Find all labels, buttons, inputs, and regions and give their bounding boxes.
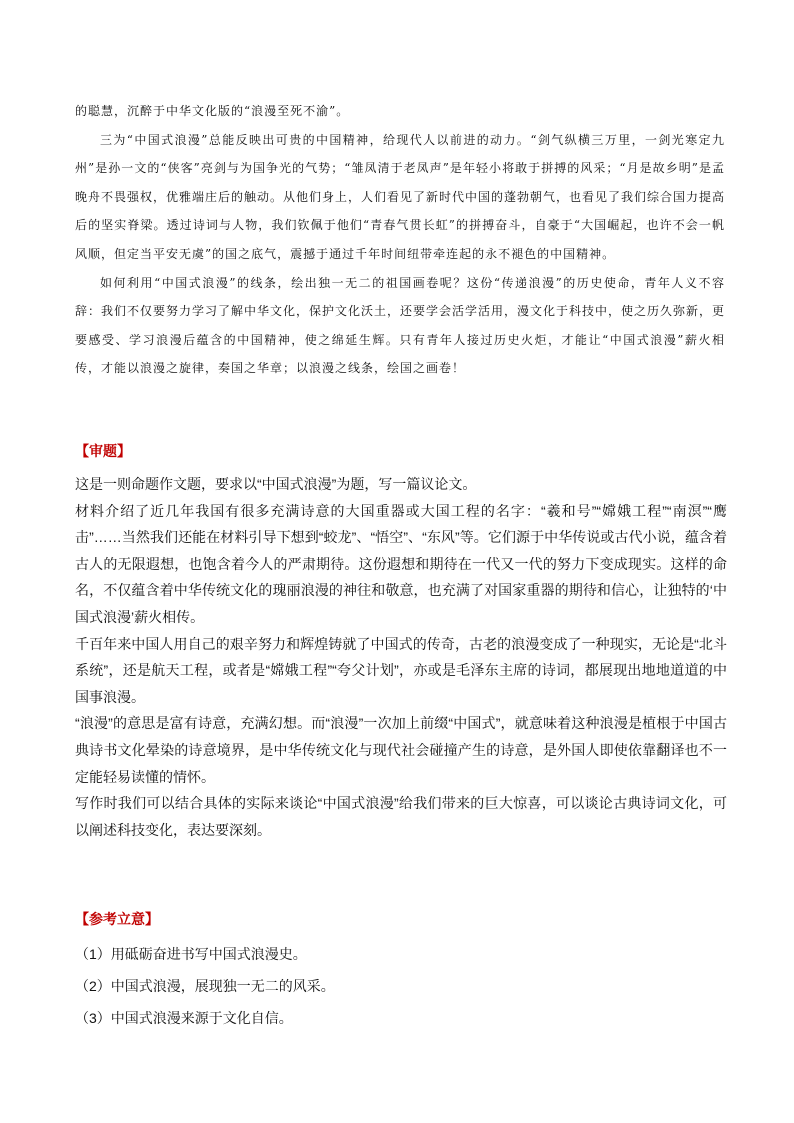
essay-paragraph: 的聪慧，沉醉于中华文化版的“浪漫至死不渝”。 xyxy=(75,104,350,118)
reference-item: （1）用砥砺奋进书写中国式浪漫史。 xyxy=(75,946,307,962)
essay-paragraph: 如何利用“中国式浪漫”的线条，绘出独一无二的祖国画卷呢？这份“传递浪漫”的历史使命，青年人义不容辞：我们不仅要努力学习了解中华文化，保护文化沃土，还要学会活学活用，漫文化于科技中，使之历久弥新，更要感受、学习浪漫后蕴含的中国精神，使之绵延生辉。只有青年人接过历史火炬，才能让“中国式浪漫”薪火相传，才能以浪漫之旋律，奏国之华章；以浪漫之线条，绘国之画卷！ xyxy=(75,275,726,376)
review-paragraph: “浪漫”的意思是富有诗意，充满幻想。而“浪漫”一次加上前缀“中国式”，就意味着这种浪漫是植根于中国古典诗书文化晕染的诗意境界，是中华传统文化与现代社会碰撞产生的诗意，是外国人即使依靠翻译也不一定能轻易读懂的情怀。 xyxy=(75,715,727,785)
reference-heading: 【参考立意】 xyxy=(75,910,725,930)
reference-list xyxy=(75,938,725,1034)
essay-paragraph: 三为“中国式浪漫”总能反映出可贵的中国精神，给现代人以前进的动力。“剑气纵横三万里，一剑光寒定九州”是孙一文的“侠客”亮剑与为国争光的气势；“雏凤清于老凤声”是年轻小将敢于拼搏的风采；“月是故乡明”是孟晚舟不畏强权，优雅端庄后的触动。从他们身上，人们看见了新时代中国的蓬勃朝气，也看见了我们综合国力提高后的坚实脊梁。透过诗词与人物，我们钦佩于他们“青春气贯长虹”的拼搏奋斗，自豪于“大国崛起，也许不会一帆风顺，但定当平安无虞”的国之底气，震撼于通过千年时间纽带牵连起的永不褪色的中国精神。 xyxy=(75,132,726,261)
review-heading: 【审题】 xyxy=(75,442,725,462)
reference-item: （3）中国式浪漫来源于文化自信。 xyxy=(75,1010,293,1026)
essay-text xyxy=(75,97,725,383)
review-paragraph: 写作时我们可以结合具体的实际来谈论“中国式浪漫”给我们带来的巨大惊喜，可以谈论古典诗词文化，可以阐述科技变化，表达要深刻。 xyxy=(75,795,727,838)
review-paragraph: 千百年来中国人用自己的艰辛努力和辉煌铸就了中国式的传奇，古老的浪漫变成了一种现实，无论是“北斗系统”，还是航天工程，或者是“嫦娥工程”“夸父计划”，亦或是毛泽东主席的诗词，都展现出地地道道的中国事浪漫。 xyxy=(75,635,727,705)
review-paragraph: 材料介绍了近几年我国有很多充满诗意的大国重器或大国工程的名字：“羲和号”“嫦娥工程”“南溟”“鹰击”……当然我们还能在材料引导下想到“蛟龙”、“悟空”、“东风”等。它们源于中华传说或古代小说，蕴含着古人的无限遐想，也饱含着今人的严肃期待。这份遐想和期待在一代又一代的努力下变成现实。这样的命名，不仅蕴含着中华传统文化的瑰丽浪漫的神往和敬意，也充满了对国家重器的期待和信心，让独特的‘中国式浪漫’薪火相传。 xyxy=(75,502,727,625)
review-analysis xyxy=(75,471,727,843)
review-paragraph: 这是一则命题作文题，要求以“中国式浪漫”为题，写一篇议论文。 xyxy=(75,476,477,492)
reference-item: （2）中国式浪漫，展现独一无二的风采。 xyxy=(75,978,335,994)
